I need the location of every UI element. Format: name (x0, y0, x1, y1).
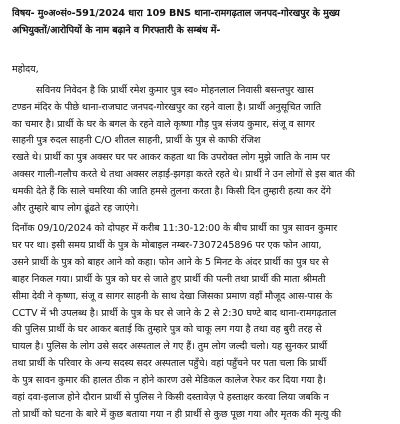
paragraph-line: बाहर निकल गया। प्रार्थी के पुत्र को घर से जाते हुए प्रार्थी की पत्नी तथा प्रार्थी की माता श्रीमती (12, 273, 326, 285)
paragraph-line: तथा प्रार्थी के परिवार के अन्य सदस्य सदर अस्पताल पहुँचे। वहां पहुँचने पर पता चला कि प्रार्थी (12, 358, 327, 370)
paragraph-line: सविनय निवेदन है कि प्रार्थी रमेश कुमार पुत्र स्व० मोहनलाल निवासी बसन्तपुर खास (36, 84, 314, 96)
paragraph-line: उसने प्रार्थी के पुत्र को बाहर आने को कहा। फोन आने के 5 मिनट के अंदर प्रार्थी का पुत्र घर से (12, 256, 329, 268)
paragraph-line: टण्डन मंदिर के पीछे थाना-राजघाट जनपद-गोरखपुर का रहने वाला है। प्रार्थी अनुसूचित जाति (12, 101, 322, 113)
paragraph-line: घायल है। पुलिस के लोग उसे सदर अस्पताल ले गए हैं। तुम लोग जल्दी चलो। यह सुनकर प्रार्थी (12, 341, 328, 353)
paragraph-line: दिनाँक 09/10/2024 को दोपहर में करीब 11:30-12:00 के बीच प्रार्थी का पुत्र सावन कुमार (12, 222, 338, 234)
paragraph-line: तो प्रार्थी को घटना के बारे में कुछ बताया गया न ही प्रार्थी से कुछ पूछा गया और मृतक की मृत्यु की (12, 408, 341, 420)
paragraph-line: की पुलिस प्रार्थी के घर आकर बताई कि तुम्हारे पुत्र को चाकू लग गया है तथा वह बुरी तरह से (12, 324, 322, 336)
paragraph-line: धमकी देते हैं कि साले चमरिया की जाति हमसे तुलना करता है। किसी दिन तुम्हारी हत्या कर देंगे (12, 186, 331, 198)
paragraph-line: सीमा देवी ने कृष्णा, संजू व सागर साहनी के साथ देखा जिसका प्रमाण वहाँ मौजूद आस-पास के (12, 290, 332, 302)
subject-text: विषय- मु०अ०सं०-591/2024 धारा 109 BNS थाना-रामगढ़ताल जनपद-गोरखपुर के मुख्य (12, 8, 340, 19)
subject-text: अभियुक्तों/आरोपियों के नाम बढ़ाने व गिरफ्तारी के सम्बंध में- (12, 24, 221, 36)
paragraph-line: का चमार है। प्रार्थी के घर के बगल के रहने वाले कृष्णा गौड़ पुत्र संजय कुमार, संजू व सागर (12, 118, 315, 130)
salutation (12, 62, 394, 79)
paragraph-line: और तुम्हारे बाप लोग ढूंढते रह जाएंगे। (12, 203, 139, 215)
paragraph-line: घर पर था। इसी समय प्रार्थी के पुत्र के मोबाइल नम्बर-7307245896 पर एक फोन आया, (12, 239, 322, 251)
paragraph-line: के पुत्र सावन कुमार की हालत ठीक न होने कारण उसे मेडिकल कालेज रेफर कर दिया गया है। (12, 375, 326, 387)
paragraph-line: CCTV में भी उपलब्ध है। प्रार्थी के पुत्र के घर से जाने के 2 से 2:30 घण्टे बाद थाना-रामगढ़ताल (12, 307, 337, 319)
subject-line (12, 6, 394, 40)
paragraph-line: रखते थे। प्रार्थी का पुत्र अक्सर घर पर आकर कहता था कि उपरोक्त लोग मुझे जाति के नाम पर (12, 152, 330, 164)
paragraph-2 (12, 221, 394, 424)
paragraph-line: अक्सर गाली-गलौच करते थे तथा अक्सर लड़ाई-झगड़ा करते रहते थे। प्रार्थी ने उन लोगों से इस बात की (12, 169, 355, 181)
salutation-text: महोदय, (12, 63, 39, 75)
paragraph-1 (12, 83, 394, 218)
paragraph-line: वहां दवा-इलाज होने दौरान प्रार्थी से पुलिस ने किसी दस्तावेज़ पे हस्ताक्षर करवा लिया जबकि न (12, 392, 329, 404)
paragraph-line: साहनी पुत्र रुदल साहनी C/O शीतल साहनी, प्रार्थी के पुत्र से काफी रंजिश (12, 135, 261, 147)
